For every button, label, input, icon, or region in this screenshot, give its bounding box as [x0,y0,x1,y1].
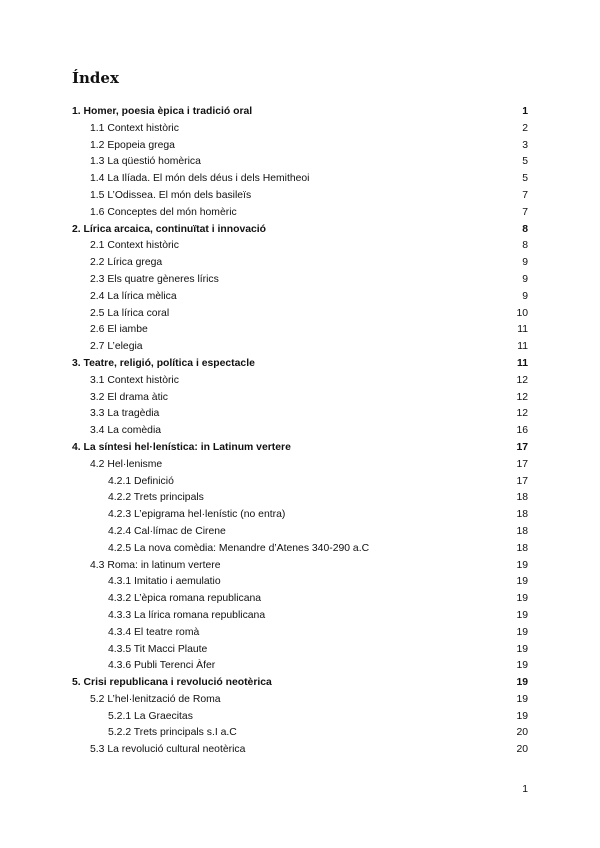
toc-entry[interactable] [72,272,528,289]
toc-entry[interactable] [72,541,528,558]
toc-entry-page: 19 [516,576,528,588]
toc-entry-page: 18 [516,542,528,554]
toc-entry-title: 5.2 L’hel·lenització de Roma [90,693,221,705]
toc-entry[interactable] [72,608,528,625]
toc-entry-page: 11 [517,341,528,353]
toc-entry-page: 2 [522,122,528,134]
toc-entry[interactable] [72,222,528,239]
toc-entry-page: 8 [522,240,528,252]
toc-entry-page: 7 [522,189,528,201]
toc-entry[interactable] [72,709,528,726]
toc-entry[interactable] [72,457,528,474]
toc-entry[interactable] [72,591,528,608]
toc-entry-title: 3.4 La comèdia [90,425,162,437]
toc-entry[interactable] [72,306,528,323]
toc-entry[interactable] [72,524,528,541]
toc-entry[interactable] [72,692,528,709]
toc-entry[interactable] [72,675,528,692]
toc-entry[interactable] [72,171,528,188]
toc-entry-title: 2.3 Els quatre gèneres lírics [90,273,219,285]
toc-entry[interactable] [72,373,528,390]
toc-entry[interactable] [72,474,528,491]
toc-entry[interactable] [72,121,528,138]
toc-entry-page: 17 [516,475,528,487]
toc-entry[interactable] [72,658,528,675]
toc-entry-page: 7 [522,206,528,218]
toc-entry-page: 9 [522,290,528,302]
toc-entry[interactable] [72,289,528,306]
toc-entry-page: 9 [522,273,528,285]
toc-entry[interactable] [72,742,528,759]
toc-entry-title: 4.3.3 La lírica romana republicana [108,609,266,621]
toc-entry-page: 19 [516,559,528,571]
toc-entry-page: 20 [516,744,528,756]
toc-entry-title: 5. Crisi republicana i revolució neotèrica [72,677,272,689]
toc-entry-page: 19 [516,609,528,621]
toc-entry-title: 4.3.6 Publi Terenci Àfer [108,660,216,672]
toc-entry-page: 9 [522,257,528,269]
toc-entry-title: 4.2.2 Trets principals [108,492,204,504]
toc-entry-title: 4.3.1 Imitatio i aemulatio [108,576,221,588]
toc-entry-title: 4.3 Roma: in latinum vertere [90,559,221,571]
toc-entry-title: 2.2 Lírica grega [90,257,163,269]
toc-entry-page: 19 [516,626,528,638]
page-number: 1 [522,784,528,795]
toc-entry-title: 5.2.2 Trets principals s.I a.C [108,727,237,739]
toc-entry-title: 4.2.3 L’epigrama hel·lenístic (no entra) [108,509,286,521]
toc-entry-page: 3 [522,139,528,151]
toc-entry-title: 2.1 Context històric [90,240,179,252]
toc-entry[interactable] [72,356,528,373]
toc-entry[interactable] [72,104,528,121]
toc-entry[interactable] [72,188,528,205]
toc-entry[interactable] [72,255,528,272]
toc-entry[interactable] [72,238,528,255]
toc-entry-page: 20 [516,727,528,739]
toc-entry-title: 4.2.5 La nova comèdia: Menandre d’Atenes 340-290 a.C [108,542,370,554]
toc-entry-title: 3.2 El drama àtic [90,391,168,403]
table-of-contents [72,104,528,759]
toc-entry-page: 18 [516,509,528,521]
toc-entry-page: 12 [516,391,528,403]
toc-entry[interactable] [72,322,528,339]
toc-entry-page: 8 [522,223,528,235]
toc-entry-page: 11 [517,324,528,336]
toc-entry-page: 10 [516,307,528,319]
toc-entry-title: 1.3 La qüestió homèrica [90,156,201,168]
toc-entry-title: 1.5 L’Odissea. El món dels basileïs [90,189,252,201]
toc-entry-page: 18 [516,525,528,537]
toc-entry-title: 2.5 La lírica coral [90,307,170,319]
toc-entry-title: 2.7 L’elegia [90,341,143,353]
toc-entry[interactable] [72,574,528,591]
page-title: Índex [72,69,119,87]
toc-entry[interactable] [72,625,528,642]
toc-entry-title: 4. La síntesi hel·lenística: in Latinum vertere [72,441,291,453]
toc-entry-page: 18 [516,492,528,504]
toc-entry-page: 19 [516,693,528,705]
toc-entry-page: 5 [522,173,528,185]
toc-entry-title: 3.3 La tragèdia [90,408,160,420]
toc-entry-page: 12 [516,408,528,420]
toc-entry-title: 3.1 Context històric [90,374,179,386]
toc-entry-title: 4.2.1 Definició [108,475,174,487]
toc-entry-page: 11 [517,357,528,369]
toc-entry[interactable] [72,205,528,222]
toc-entry[interactable] [72,154,528,171]
toc-entry-title: 2.4 La lírica mèlica [90,290,177,302]
toc-entry-title: 4.2 Hel·lenisme [90,458,163,470]
toc-entry-title: 2. Lírica arcaica, continuïtat i innovació [72,223,267,235]
toc-entry-title: 3. Teatre, religió, política i espectacle [72,357,255,369]
toc-entry[interactable] [72,440,528,457]
toc-entry-title: 1.2 Epopeia grega [90,139,175,151]
toc-entry-page: 19 [516,677,528,689]
toc-entry-page: 1 [522,106,528,117]
toc-entry[interactable] [72,390,528,407]
toc-entry-title: 1.4 La Ilíada. El món dels déus i dels Hemitheoi [90,173,310,185]
toc-entry[interactable] [72,507,528,524]
toc-entry-title: 5.3 La revolució cultural neotèrica [90,744,246,756]
toc-entry-page: 12 [516,374,528,386]
toc-entry-page: 19 [516,593,528,605]
toc-entry-page: 19 [516,643,528,655]
toc-entry[interactable] [72,423,528,440]
toc-entry-title: 1.1 Context històric [90,122,179,134]
toc-entry-page: 19 [516,660,528,672]
toc-entry-title: 4.3.5 Tit Macci Plaute [108,643,208,655]
toc-entry[interactable] [72,339,528,356]
toc-entry-title: 2.6 El iambe [90,324,148,336]
toc-entry-page: 16 [516,425,528,437]
toc-entry[interactable] [72,558,528,575]
toc-entry-title: 5.2.1 La Graecitas [108,710,193,722]
toc-entry-title: 1.6 Conceptes del món homèric [90,206,237,218]
toc-entry[interactable] [72,725,528,742]
toc-entry-page: 17 [516,458,528,470]
toc-entry[interactable] [72,138,528,155]
toc-entry-page: 5 [522,156,528,168]
toc-entry-title: 4.2.4 Cal·límac de Cirene [108,525,226,537]
toc-entry-title: 1. Homer, poesia èpica i tradició oral [72,106,253,117]
toc-entry-title: 4.3.4 El teatre romà [108,626,200,638]
toc-entry-title: 4.3.2 L’èpica romana republicana [108,593,262,605]
toc-entry[interactable] [72,406,528,423]
toc-entry[interactable] [72,490,528,507]
toc-entry-page: 19 [516,710,528,722]
toc-entry-page: 17 [516,441,528,453]
toc-entry[interactable] [72,642,528,659]
